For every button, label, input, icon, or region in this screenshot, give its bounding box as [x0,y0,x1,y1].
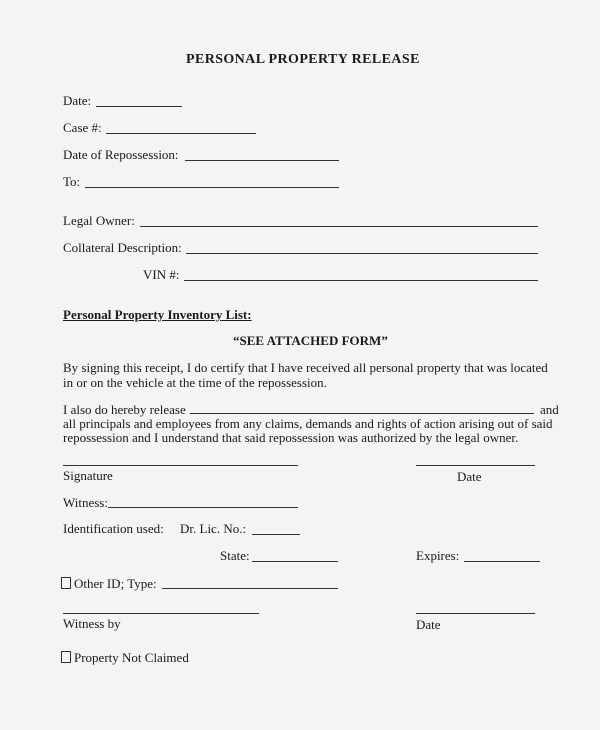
other-id-checkbox[interactable] [61,577,71,589]
to-label: To: [63,174,81,189]
dr-lic-line[interactable] [252,534,300,535]
release-line-1: I also do hereby release [63,402,186,417]
not-claimed-label: Property Not Claimed [74,650,189,665]
date-witness-label: Date [416,617,441,632]
date-signature-label: Date [457,469,482,484]
date-line[interactable] [96,106,182,107]
state-line[interactable] [252,561,338,562]
signature-label: Signature [63,468,113,483]
attached-form-note: “SEE ATTACHED FORM” [233,333,388,348]
date-witness-line[interactable] [416,613,535,614]
state-label: State: [220,548,250,563]
other-id-line[interactable] [162,588,338,589]
form-title: PERSONAL PROPERTY RELEASE [186,52,420,67]
repossession-date-line[interactable] [185,160,339,161]
release-party-line[interactable] [190,413,534,414]
dr-lic-label: Dr. Lic. No.: [180,521,247,536]
identification-label: Identification used: [63,521,164,536]
release-line-3: repossession and I understand that said repossession was authorized by the legal owner. [63,430,519,445]
witness-by-line[interactable] [63,613,259,614]
signature-line[interactable] [63,465,298,466]
release-and: and [540,402,559,417]
inventory-heading: Personal Property Inventory List: [63,307,252,322]
release-line-2: all principals and employees from any claims, demands and rights of action arising out of said [63,416,553,431]
not-claimed-checkbox[interactable] [61,651,71,663]
date-signature-line[interactable] [416,465,535,466]
witness-label: Witness: [63,495,108,510]
expires-line[interactable] [464,561,540,562]
date-label: Date: [63,93,92,108]
case-label: Case #: [63,120,102,135]
vin-line[interactable] [184,280,538,281]
certify-line-1: By signing this receipt, I do certify that I have received all personal property that was located [63,360,548,375]
legal-owner-label: Legal Owner: [63,213,135,228]
expires-label: Expires: [416,548,460,563]
legal-owner-line[interactable] [140,226,538,227]
other-id-label: Other ID; Type: [74,576,157,591]
case-line[interactable] [106,133,256,134]
not-claimed-row[interactable] [61,650,189,666]
to-line[interactable] [85,187,339,188]
repossession-date-label: Date of Repossession: [63,147,179,162]
other-id-row[interactable] [61,576,157,592]
collateral-line[interactable] [186,253,538,254]
collateral-label: Collateral Description: [63,240,182,255]
certify-line-2: in or on the vehicle at the time of the repossession. [63,375,327,390]
witness-by-label: Witness by [63,616,121,631]
vin-label: VIN #: [143,267,180,282]
witness-line[interactable] [108,507,298,508]
